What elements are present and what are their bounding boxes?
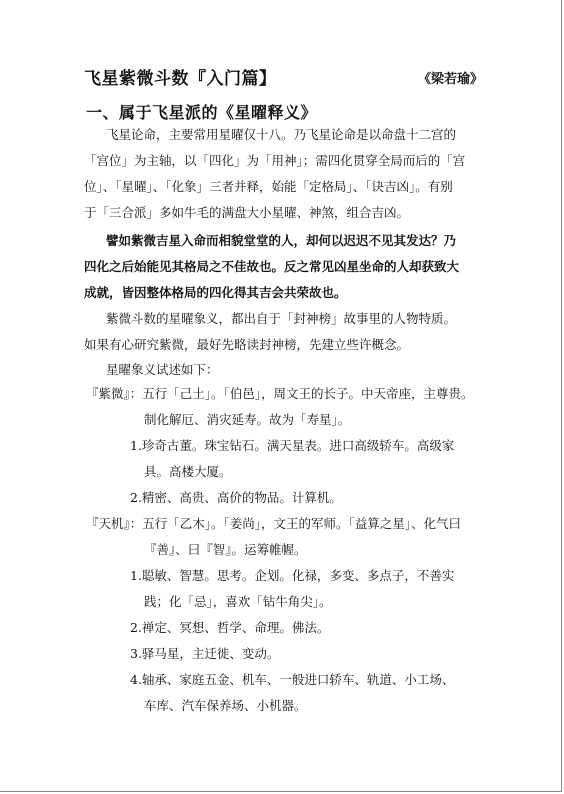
list-item: 1.聪敏、智慧。思考。企划。化禄，多变、多点子，不善实 [130, 568, 455, 583]
list-item: 4.轴承、家庭五金、机车、一般进口轿车、轨道、小工场、 [130, 672, 455, 687]
paragraph-line: 譬如紫微吉星入命而相貌堂堂的人，却何以迟迟不见其发达？乃 [106, 233, 457, 248]
paragraph-line: 位」、「星曜」、「化象」三者并释，始能「定格局」、「诀吉凶」。有别 [84, 179, 453, 194]
list-item: 2.禅定、冥想、哲学、命理。佛法。 [130, 620, 330, 635]
paragraph-line: 紫微斗数的星曜象义，都出自于「封神榜」故事里的人物特质。 [106, 311, 457, 326]
section-heading: 一、属于飞星派的《星曜释义》 [86, 103, 318, 122]
paragraph-line: 「宫位」为主轴，以「四化」为「用神」；需四化贯穿全局而后的「宫 [84, 153, 466, 168]
title-row [84, 64, 483, 88]
list-item: 具。高楼大厦。 [144, 464, 232, 479]
paragraph-line: 四化之后始能见其格局之不佳故也。反之常见凶星坐命的人却获致大 [84, 259, 460, 274]
paragraph-line: 星曜象义试述如下： [106, 362, 219, 377]
star-entry-line: 『紫微』：五行「己土」。「伯邑」，周文王的长子。中天帝座，主尊贵。 [86, 386, 474, 401]
star-entry-line: 『天机』：五行「乙木」。「姜尚」，文王的军师。「益算之星」、化气曰 [86, 516, 462, 531]
document-title: 飞星紫微斗数『入门篇】 [84, 69, 277, 89]
list-item: 车库、汽车保养场、小机器。 [144, 698, 307, 713]
list-item: 践；化「忌」，喜欢「钻牛角尖」。 [144, 594, 332, 609]
paragraph-line: 成就，皆因整体格局的四化得其吉会共荣故也。 [84, 285, 347, 300]
star-entry-line: 『善』、曰『智』。运筹帷幄。 [144, 542, 307, 557]
paragraph-line: 于「三合派」多如牛毛的满盘大小星曜、神煞，组合吉凶。 [84, 205, 410, 220]
list-item: 1.珍奇古董。珠宝钻石。满天星表。进口高级轿车。高级家 [130, 438, 455, 453]
list-item: 2.精密、高贵、高价的物品。计算机。 [130, 490, 342, 505]
star-entry-line: 制化解厄、消灾延寿。故为「寿星」。 [144, 412, 351, 427]
author-name: 《梁若瑜》 [417, 72, 483, 87]
paragraph-line: 如果有心研究紫微，最好先略读封神榜，先建立些许概念。 [84, 337, 410, 352]
paragraph-line: 飞星论命，主要常用星曜仅十八。乃飞星论命是以命盘十二宫的 [106, 127, 457, 142]
list-item: 3.驿马星，主迁徙、变动。 [130, 646, 280, 661]
